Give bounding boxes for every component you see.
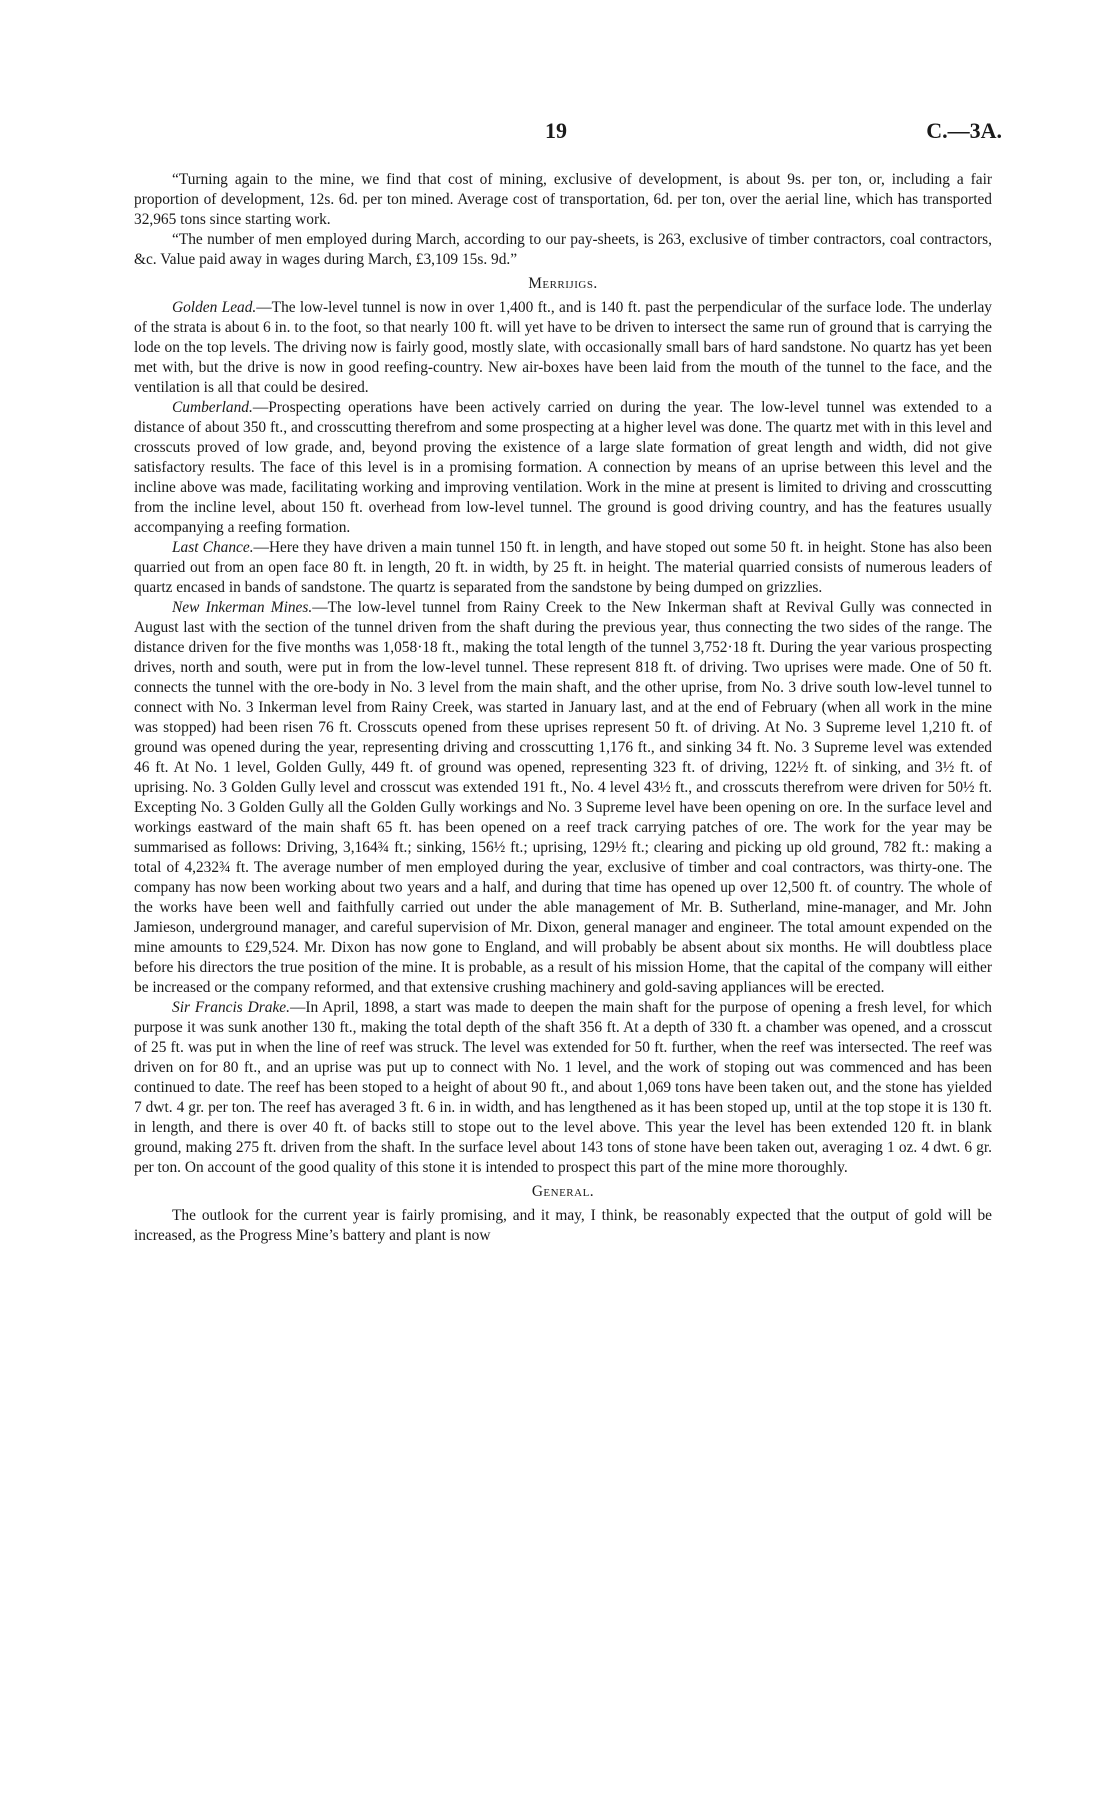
quote-paragraph-1: “Turning again to the mine, we find that cost of mining, exclusive of development, is about 9s. per ton, or, including a fair proportion of development, 12s. 6d. per ton mined. Average cost of transportation, 6d. per ton, over the aerial line, which has transported 32,965 tons since starting work. xyxy=(134,171,992,228)
entry-title: Golden Lead. xyxy=(172,299,257,316)
entry-text: —Prospecting operations have been actively carried on during the year. The low-level tunnel was extended to a distance of about 350 ft., and crosscutting therefrom and some prospecting at a higher level was done. The quartz met with in this level and crosscuts proved of low grade, and, beyond proving the existence of a large slate formation of great length and width, did not give satisfactory results. The face of this level is in a promising formation. A connection by means of an uprise between this level and the incline above was made, facilitating working and improving ventilation. Work in the mine at present is limited to driving and crosscutting from the incline level, about 150 ft. overhead from low-level tunnel. The ground is good driving country, and has the features usually accompanying a reefing formation. xyxy=(134,399,992,536)
entry-text: —The low-level tunnel is now in over 1,400 ft., and is 140 ft. past the perpendicular of the surface lode. The underlay of the strata is about 6 in. to the foot, so that nearly 100 ft. will yet have to be driven to intersect the same run of ground that is carrying the lode on the top levels. The driving now is fairly good, mostly slate, with occasionally small bars of hard sandstone. No quartz has yet been met with, but the drive is now in good reefing-country. New air-boxes have been laid from the mouth of the tunnel to the face, and the ventilation is all that could be desired. xyxy=(134,299,992,396)
entry-cumberland xyxy=(134,398,992,538)
entry-text: —The low-level tunnel from Rainy Creek to the New Inkerman shaft at Revival Gully was connected in August last with the section of the tunnel driven from the shaft during the previous year, thus connecting the two sides of the range. The distance driven for the five months was 1,058·18 ft., making the total length of the tunnel 3,752·18 ft. During the year various prospecting drives, north and south, were put in from the low-level tunnel. These represent 818 ft. of driving. Two uprises were made. One of 50 ft. connects the tunnel with the ore-body in No. 3 level from the main shaft, and the other uprise, from No. 3 drive south low-level tunnel to connect with No. 3 Inkerman level from Rainy Creek, was started in January last, and at the end of February (when all work in the mine was stopped) had been risen 76 ft. Crosscuts opened from these uprises represent 50 ft. of driving. At No. 3 Supreme level 1,210 ft. of ground was opened during the year, representing driving and crosscutting 1,176 ft., and sinking 34 ft. No. 3 Supreme level was extended 46 ft. At No. 1 level, Golden Gully, 449 ft. of ground was opened, representing 323 ft. of driving, 122½ ft. of sinking, and 3½ ft. of uprising. No. 3 Golden Gully level and crosscut was extended 191 ft., No. 4 level 43½ ft., and crosscuts therefrom were driven for 50½ ft. Excepting No. 3 Golden Gully all the Golden Gully workings and No. 3 Supreme level have been opening on ore. In the surface level and workings eastward of the main shaft 65 ft. has been opened on a reef track carrying patches of ore. The work for the year may be summarised as follows: Driving, 3,164¾ ft.; sinking, 156½ ft.; uprising, 129½ ft.; clearing and picking up old ground, 782 ft.: making a total of 4,232¾ ft. The average number of men employed during the year, exclusive of timber and coal contractors, was thirty-one. The company has now been working about two years and a half, and during that time has opened up over 12,500 ft. of country. The whole of the works have been well and faithfully carried out under the able management of Mr. B. Sutherland, mine-manager, and Mr. John Jamieson, underground manager, and careful supervision of Mr. Dixon, general manager and engineer. The total amount expended on the mine amounts to £29,524. Mr. Dixon has now gone to England, and will probably be absent about six months. He will doubtless place before his directors the true position of the mine. It is probable, as a result of his mission Home, that the capital of the company will either be increased or the company reformed, and that extensive crushing machinery and gold-saving appliances will be erected. xyxy=(134,599,992,996)
entry-text: —Here they have driven a main tunnel 150 ft. in length, and have stoped out some 50 ft. in height. Stone has also been quarried out from an open face 80 ft. in length, 20 ft. in width, by 25 ft. in height. The material quarried consists of numerous leaders of quartz encased in bands of sandstone. The quartz is separated from the sandstone by being dumped on grizzlies. xyxy=(134,539,992,596)
entry-new-inkerman xyxy=(134,598,992,998)
entry-title: Sir Francis Drake. xyxy=(172,999,290,1016)
entry-sir-francis-drake xyxy=(134,998,992,1178)
document-reference: C.—3A. xyxy=(926,118,1002,143)
general-paragraph: The outlook for the current year is fairly promising, and it may, I think, be reasonably expected that the output of gold will be increased, as the Progress Mine’s battery and plant is now xyxy=(134,1207,992,1244)
entry-title: Last Chance. xyxy=(172,539,254,556)
document-body xyxy=(134,170,992,1246)
quote-paragraph-2: “The number of men employed during March, according to our pay-sheets, is 263, exclusive of timber contractors, coal contractors, &c. Value paid away in wages during March, £3,109 15s. 9d.” xyxy=(134,231,992,268)
page-header xyxy=(0,118,1114,148)
section-heading-general: General. xyxy=(531,1183,595,1200)
section-heading-merrijigs: Merrijigs. xyxy=(528,275,598,292)
entry-text: —In April, 1898, a start was made to deepen the main shaft for the purpose of opening a fresh level, for which purpose it was sunk another 130 ft., making the total depth of the shaft 356 ft. At a depth of 330 ft. a chamber was opened, and a crosscut of 25 ft. was put in when the line of reef was struck. The level was extended for 50 ft. further, when the reef was intersected. The reef was driven on for 80 ft., and an uprise was put up to connect with No. 1 level, and the work of stoping out was commenced and has been continued to date. The reef has been stoped to a height of about 90 ft., and about 1,069 tons have been taken out, and the stone has yielded 7 dwt. 4 gr. per ton. The reef has averaged 3 ft. 6 in. in width, and has lengthened as it has been stoped up, until at the top stope it is 130 ft. in length, and there is over 40 ft. of backs still to stope out to the level above. This year the level has been extended 120 ft. in blank ground, making 275 ft. driven from the shaft. In the surface level about 143 tons of stone have been taken out, averaging 1 oz. 4 dwt. 6 gr. per ton. On account of the good quality of this stone it is intended to prospect this part of the mine more thoroughly. xyxy=(134,999,992,1176)
page-number: 19 xyxy=(545,118,567,143)
entry-title: Cumberland. xyxy=(172,399,253,416)
entry-title: New Inkerman Mines. xyxy=(172,599,313,616)
entry-last-chance xyxy=(134,538,992,598)
entry-golden-lead xyxy=(134,298,992,398)
